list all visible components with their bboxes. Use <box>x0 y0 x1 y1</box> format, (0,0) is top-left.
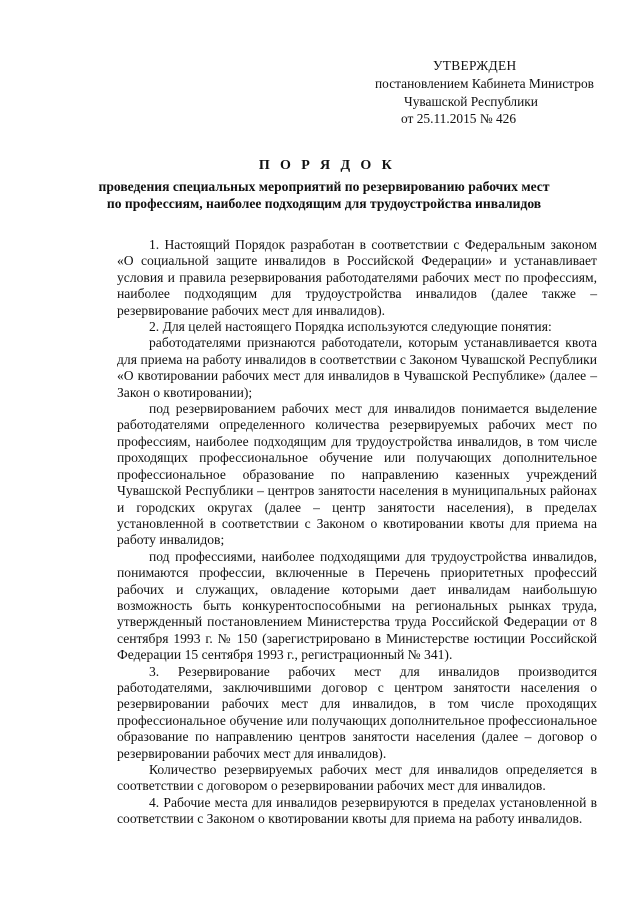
paragraph-2-professions: под профессиями, наиболее подходящими для трудоустройства инвалидов, понимаются профессии, включенные в Перечень приоритетных профессий рабочих и служащих, овладение которыми дает инвалидам наибольшую возможность быть конкурентоспособными на региональных рынках труда, утвержденный постановлением Министерства труда Российской Федерации от 8 сентября 1993 г. № 150 (зарегистрировано в Министерстве юстиции Российской Федерации 15 сентября 1993 г., регистрационный № 341). <box>117 548 597 663</box>
document-subtitle <box>0 178 640 212</box>
document-body <box>117 237 597 828</box>
paragraph-4: 4. Рабочие места для инвалидов резервируются в пределах установленной в соответствии с Законом о квотировании квоты для приема на работу инвалидов. <box>117 794 597 827</box>
document-subtitle-line-2: по профессиям, наиболее подходящим для трудоустройства инвалидов <box>106 196 542 211</box>
paragraph-1: 1. Настоящий Порядок разработан в соответствии с Федеральным законом «О социальной защите инвалидов в Российской Федерации» и устанавливает условия и правила резервирования работодателями рабочих мест по профессиям, наиболее подходящим для трудоустройства инвалидов (далее также – резервирование рабочих мест для инвалидов). <box>117 237 597 318</box>
approval-authority: постановлением Кабинета Министров <box>375 76 594 91</box>
document-title: П О Р Я Д О К <box>258 158 396 173</box>
paragraph-2-employers: работодателями признаются работодатели, которым устанавливается квота для приема на работу инвалидов в соответствии с Законом Чувашской Республики «О квотировании рабочих мест для инвалидов в Чувашской Республике» (далее – Закон о квотировании); <box>117 335 597 400</box>
paragraph-2: 2. Для целей настоящего Порядка используются следующие понятия: <box>149 319 552 335</box>
paragraph-2-reservation: под резервированием рабочих мест для инвалидов понимается выделение работодателями определенного количества резервируемых рабочих мест по профессиям, наиболее подходящим для трудоустройства инвалидов, в том числе проходящих профессиональное обучение или получающих дополнительное профессиональное образование по направлению казенных учреждений Чувашской Республики – центров занятости населения в муниципальных районах и городских округах (далее – центр занятости населения), в пределах установленной в соответствии с Законом о квотировании квоты для приема на работу инвалидов; <box>117 401 597 548</box>
approval-date-number: от 25.11.2015 № 426 <box>401 111 517 126</box>
paragraph-3-quantity: Количество резервируемых рабочих мест для инвалидов определяется в соответствии с договором о резервировании рабочих мест для инвалидов. <box>117 762 597 794</box>
document-subtitle-line-1: проведения специальных мероприятий по резервированию рабочих мест <box>98 179 550 194</box>
document-heading <box>0 157 640 212</box>
approval-stamp <box>0 58 640 128</box>
paragraph-3: 3. Резервирование рабочих мест для инвалидов производится работодателями, заключившими договор с центром занятости населения о резервировании рабочих мест для инвалидов, в том числе проходящих профессиональное обучение или получающих дополнительное профессиональное образование по направлению центров занятости населения (далее – договор о резервировании рабочих мест для инвалидов). <box>117 663 597 761</box>
approval-republic: Чувашской Республики <box>404 94 538 109</box>
approval-heading: УТВЕРЖДЕН <box>433 58 517 73</box>
